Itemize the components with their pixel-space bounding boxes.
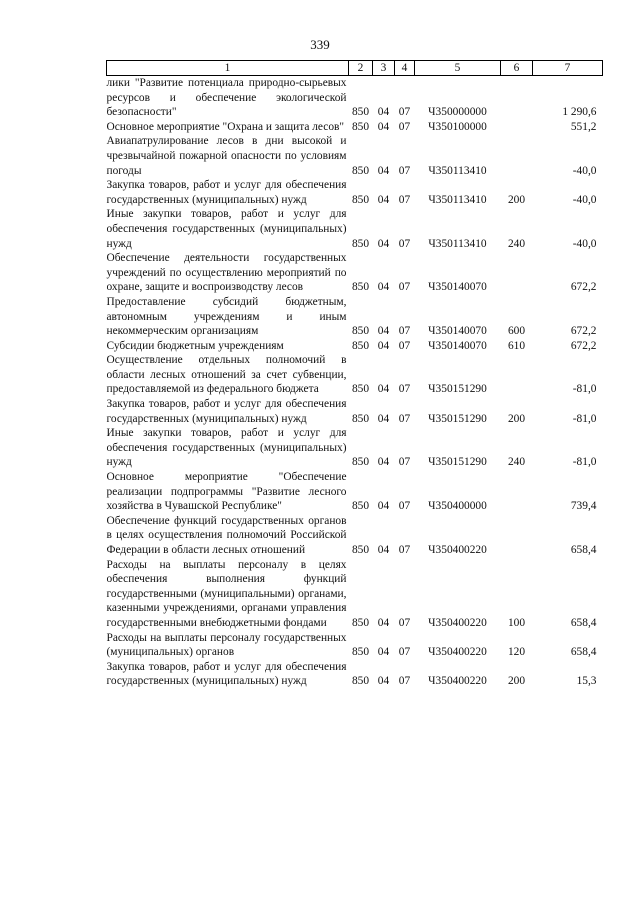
row-col-7: 658,4 <box>570 544 597 556</box>
table-row <box>107 251 603 295</box>
header-col-2: 2 <box>349 61 373 76</box>
row-col-4: 07 <box>398 106 411 119</box>
header-col-5: 5 <box>415 61 501 76</box>
row-col-6: 240 <box>507 456 526 469</box>
row-col-6: 600 <box>507 325 526 338</box>
row-col-2: 850 <box>351 412 370 425</box>
row-col-4: 07 <box>398 193 411 206</box>
row-col-3: 04 <box>377 164 390 177</box>
row-col-3: 04 <box>377 383 390 396</box>
table-row <box>107 76 603 120</box>
row-col-7: -81,0 <box>572 383 597 396</box>
row-col-5: Ч350140070 <box>428 339 487 352</box>
row-col-5: Ч350000000 <box>428 106 487 119</box>
row-description: Иные закупки товаров, работ и услуг для обеспечения государственных (муниципальных) нужд <box>106 208 347 250</box>
row-col-7: 15,3 <box>576 675 597 688</box>
row-description: Основное мероприятие "Охрана и защита лесов" <box>106 120 345 133</box>
row-description: Авиапатрулирование лесов в дни высокой и чрезвычайной пожарной опасности по условиям погоды <box>106 135 347 177</box>
header-col-7: 7 <box>533 61 603 76</box>
row-col-3: 04 <box>377 106 390 119</box>
table-row <box>107 631 603 660</box>
table-row <box>107 660 603 689</box>
table-row <box>107 134 603 178</box>
row-col-3: 04 <box>377 325 390 338</box>
row-col-7: 551,2 <box>570 120 597 133</box>
row-col-4: 07 <box>398 383 411 396</box>
row-col-3: 04 <box>377 237 390 250</box>
row-col-7: -81,0 <box>572 456 597 469</box>
table-row <box>107 470 603 514</box>
table-row <box>107 120 603 135</box>
row-col-6: 610 <box>507 339 526 352</box>
row-col-3: 04 <box>377 120 390 133</box>
row-col-5: Ч350140070 <box>428 325 487 338</box>
table-row <box>107 426 603 470</box>
row-col-5: Ч350140070 <box>428 281 487 294</box>
row-description: Расходы на выплаты персоналу государственных (муниципальных) органов <box>106 631 347 659</box>
row-col-3: 04 <box>377 646 390 659</box>
row-col-2: 850 <box>351 164 370 177</box>
table-body <box>107 76 603 689</box>
row-col-6 <box>501 134 533 178</box>
row-col-2: 850 <box>351 616 370 629</box>
row-col-2: 850 <box>351 120 370 133</box>
row-col-4: 07 <box>398 500 411 513</box>
row-col-5: Ч350400220 <box>428 544 487 556</box>
row-col-6: 200 <box>507 412 526 425</box>
table-row <box>107 558 603 631</box>
row-description: Обеспечение деятельности государственных учреждений по осуществлению мероприятий по охране, защите и воспроизводству лесов <box>106 252 347 294</box>
header-row <box>107 61 603 76</box>
row-col-3: 04 <box>377 616 390 629</box>
row-description: Предоставление субсидий бюджетным, автономным учреждениям и иным некоммерческим организациям <box>106 295 347 338</box>
row-col-7: -40,0 <box>572 164 597 177</box>
row-col-6: 100 <box>507 616 526 629</box>
table-row <box>107 178 603 207</box>
row-col-4: 07 <box>398 412 411 425</box>
row-col-7: -81,0 <box>572 412 597 425</box>
row-description: Закупка товаров, работ и услуг для обеспечения государственных (муниципальных) нужд <box>106 179 347 206</box>
row-col-3: 04 <box>377 500 390 513</box>
row-col-3: 04 <box>377 339 390 352</box>
row-col-7: -40,0 <box>572 237 597 250</box>
row-description: Осуществление отдельных полномочий в области лесных отношений за счет субвенции, предоставляемой из федерального бюджета <box>106 354 347 396</box>
row-col-2: 850 <box>351 500 370 513</box>
row-col-6: 240 <box>507 237 526 250</box>
row-col-5: Ч350400220 <box>428 646 487 659</box>
page-number: 339 <box>310 37 330 52</box>
table-row <box>107 339 603 354</box>
row-description: Субсидии бюджетным учреждениям <box>106 339 284 352</box>
table-row <box>107 295 603 339</box>
table-header <box>107 61 603 76</box>
table-row <box>107 397 603 426</box>
row-col-7: 672,2 <box>570 325 597 338</box>
row-col-3: 04 <box>377 456 390 469</box>
row-col-6 <box>501 514 533 558</box>
row-col-2: 850 <box>351 193 370 206</box>
budget-table <box>106 60 603 689</box>
row-col-5: Ч350151290 <box>428 383 487 396</box>
row-col-7: 658,4 <box>570 616 597 629</box>
row-col-7: 739,4 <box>570 500 597 513</box>
row-col-7: 658,4 <box>570 646 597 659</box>
row-col-2: 850 <box>351 544 370 556</box>
row-col-4: 07 <box>398 164 411 177</box>
row-description: Основное мероприятие "Обеспечение реализации подпрограммы "Развитие лесного хозяйства в Чувашской Республике" <box>106 471 347 513</box>
row-col-5: Ч350151290 <box>428 456 487 469</box>
row-col-2: 850 <box>351 456 370 469</box>
row-description: лики "Развитие потенциала природно-сырьевых ресурсов и обеспечение экологической безопасности" <box>106 77 347 119</box>
row-col-3: 04 <box>377 281 390 294</box>
row-col-6 <box>501 120 533 135</box>
table-row <box>107 353 603 397</box>
row-col-3: 04 <box>377 544 390 556</box>
row-col-4: 07 <box>398 646 411 659</box>
row-description: Обеспечение функций государственных органов в целях осуществления полномочий Российской Федерации в области лесных отношений <box>106 514 347 556</box>
row-col-5: Ч350400000 <box>428 500 487 513</box>
table-row <box>107 207 603 251</box>
row-col-5: Ч350400220 <box>428 675 487 688</box>
row-description: Иные закупки товаров, работ и услуг для обеспечения государственных (муниципальных) нужд <box>106 427 347 469</box>
row-col-2: 850 <box>351 646 370 659</box>
row-col-5: Ч350400220 <box>428 616 487 629</box>
header-col-3: 3 <box>373 61 395 76</box>
row-col-2: 850 <box>351 339 370 352</box>
row-col-4: 07 <box>398 339 411 352</box>
row-col-4: 07 <box>398 456 411 469</box>
row-col-2: 850 <box>351 237 370 250</box>
header-col-4: 4 <box>395 61 415 76</box>
row-col-4: 07 <box>398 325 411 338</box>
row-col-6 <box>501 76 533 120</box>
row-col-6 <box>501 353 533 397</box>
row-col-4: 07 <box>398 616 411 629</box>
row-col-3: 04 <box>377 193 390 206</box>
row-col-7: 672,2 <box>570 281 597 294</box>
row-col-4: 07 <box>398 544 411 556</box>
row-col-5: Ч350113410 <box>428 237 487 250</box>
row-col-6: 120 <box>507 646 526 659</box>
table-row <box>107 514 603 558</box>
row-col-2: 850 <box>351 325 370 338</box>
row-description: Закупка товаров, работ и услуг для обеспечения государственных (муниципальных) нужд <box>106 398 347 425</box>
row-col-7: -40,0 <box>572 193 597 206</box>
row-col-4: 07 <box>398 675 411 688</box>
row-col-4: 07 <box>398 120 411 133</box>
row-col-2: 850 <box>351 675 370 688</box>
row-col-7: 672,2 <box>570 339 597 352</box>
row-col-5: Ч350113410 <box>428 193 487 206</box>
row-description: Закупка товаров, работ и услуг для обеспечения государственных (муниципальных) нужд <box>106 660 347 688</box>
row-col-6 <box>501 470 533 514</box>
row-description: Расходы на выплаты персоналу в целях обеспечения выполнения функций государственными (муниципальными) органами, казенными учреждениями, органами управления государственными внебюджетными фондами <box>106 558 347 629</box>
row-col-7: 1 290,6 <box>562 106 597 119</box>
row-col-5: Ч350100000 <box>428 120 487 133</box>
row-col-5: Ч350113410 <box>428 164 487 177</box>
row-col-3: 04 <box>377 412 390 425</box>
header-col-1: 1 <box>107 61 349 76</box>
row-col-6: 200 <box>507 675 526 688</box>
header-col-6: 6 <box>501 61 533 76</box>
row-col-5: Ч350151290 <box>428 412 487 425</box>
row-col-2: 850 <box>351 383 370 396</box>
row-col-6: 200 <box>507 193 526 206</box>
row-col-6 <box>501 251 533 295</box>
row-col-4: 07 <box>398 281 411 294</box>
row-col-2: 850 <box>351 106 370 119</box>
row-col-3: 04 <box>377 675 390 688</box>
row-col-4: 07 <box>398 237 411 250</box>
row-col-2: 850 <box>351 281 370 294</box>
